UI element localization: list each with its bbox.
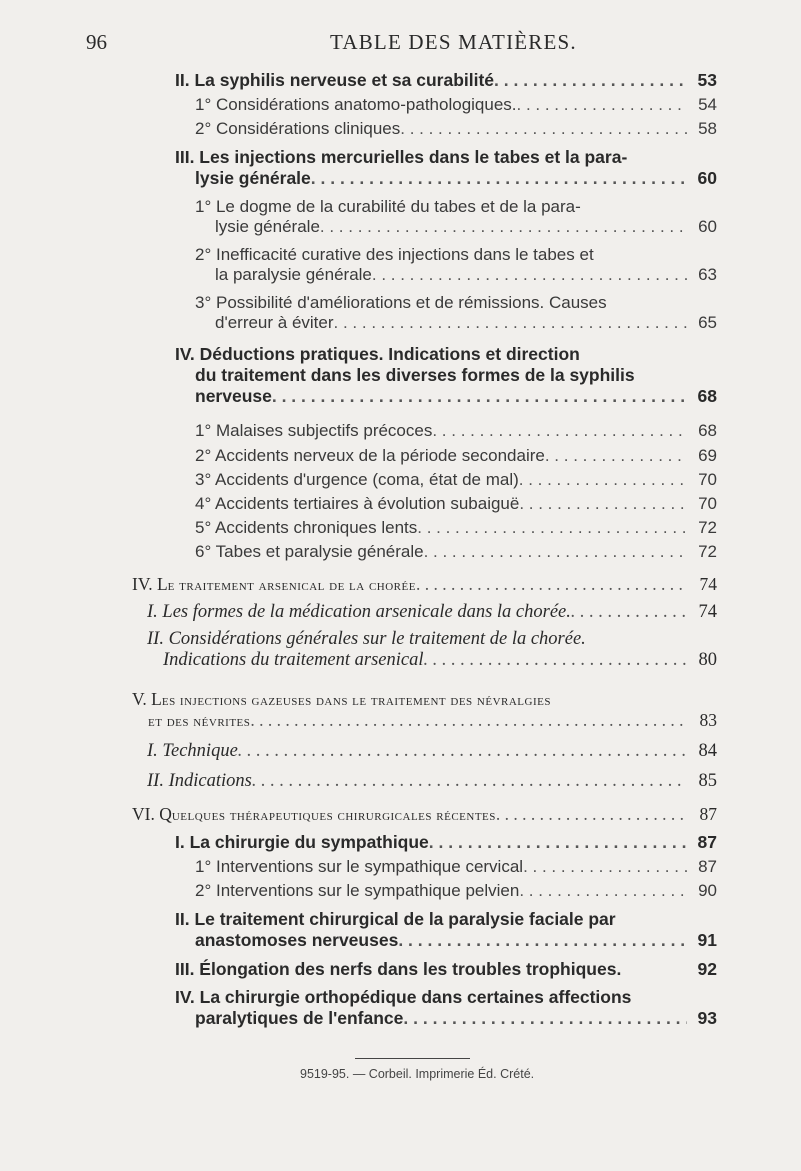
- entry-page: 54: [698, 95, 717, 114]
- toc-entry: [175, 147, 717, 189]
- entry-page: 68: [698, 421, 717, 440]
- toc-entry: [147, 629, 717, 671]
- section-title-cont: et des névrites: [148, 714, 251, 730]
- entry-page: 84: [698, 741, 717, 761]
- toc-entry: [195, 197, 717, 237]
- toc-entry: [147, 602, 717, 623]
- section-title: e traitement arsenical de la chorée: [167, 578, 416, 594]
- entry-label-cont: lysie générale: [195, 168, 311, 188]
- entry-label: II. Le traitement chirurgical de la paralysie faciale par: [175, 909, 616, 929]
- entry-label: I. Les formes de la médication arsenicale dans la chorée.: [147, 602, 571, 622]
- entry-page: 69: [698, 446, 717, 465]
- entry-label: 2° Considérations cliniques: [195, 119, 401, 138]
- entry-label: IV. Déductions pratiques. Indications et direction: [175, 344, 580, 364]
- toc-entry: [195, 421, 717, 441]
- entry-page: 72: [698, 542, 717, 561]
- toc-entry: [195, 881, 717, 901]
- toc-entry: [195, 470, 717, 490]
- entry-page: 70: [698, 494, 717, 513]
- toc-section: [132, 689, 717, 731]
- entry-label: II. La syphilis nerveuse et sa curabilité: [175, 70, 495, 90]
- entry-label-cont: nerveuse: [195, 386, 272, 406]
- toc-entry: [195, 857, 717, 877]
- entry-label: 1° Malaises subjectifs précoces: [195, 421, 433, 440]
- toc-entry: [195, 293, 717, 333]
- entry-page: 70: [698, 470, 717, 489]
- entry-page: 80: [698, 650, 717, 670]
- entry-page: 58: [698, 119, 717, 138]
- toc-entry: [147, 771, 717, 792]
- entry-label: II. Considérations générales sur le traitement de la chorée.: [147, 629, 586, 649]
- section-initial: L: [156, 574, 168, 594]
- toc-entry: [195, 494, 717, 514]
- entry-page: 92: [697, 959, 717, 979]
- page-number: 96: [86, 30, 107, 54]
- entry-label: 1° Le dogme de la curabilité du tabes et de la para-: [195, 197, 581, 216]
- entry-page: 91: [697, 930, 717, 950]
- toc-entry: [195, 119, 717, 139]
- toc-entry: [175, 909, 717, 951]
- section-initial: Q: [159, 804, 172, 824]
- section-number: V.: [132, 689, 147, 709]
- toc-section: [132, 574, 717, 595]
- entry-label-cont: la paralysie générale: [215, 265, 372, 284]
- entry-page: 72: [698, 518, 717, 537]
- entry-label: 2° Interventions sur le sympathique pelvien: [195, 881, 520, 900]
- entry-label-cont: d'erreur à éviter: [215, 313, 334, 332]
- section-initial: L: [151, 689, 162, 709]
- entry-label-cont: anastomoses nerveuses: [195, 930, 399, 950]
- entry-label: I. Technique: [147, 741, 238, 761]
- entry-page: 90: [698, 881, 717, 900]
- toc-entry: [175, 987, 717, 1029]
- entry-page: 65: [698, 313, 717, 332]
- section-title: uelques thérapeutiques chirurgicales récentes: [171, 808, 496, 824]
- entry-label: 3° Possibilité d'améliorations et de rémissions. Causes: [195, 293, 607, 312]
- printer-imprint: 9519-95. — Corbeil. Imprimerie Éd. Crété.: [300, 1067, 535, 1081]
- entry-page: 85: [698, 771, 717, 791]
- entry-page: 93: [697, 1008, 717, 1028]
- toc-entry: [147, 741, 717, 762]
- entry-page: 87: [699, 804, 717, 824]
- entry-label: 6° Tabes et paralysie générale: [195, 542, 424, 561]
- entry-label: 2° Inefficacité curative des injections dans le tabes et: [195, 245, 594, 264]
- entry-page: 87: [697, 832, 717, 852]
- toc-entry: [175, 832, 717, 853]
- entry-label: I. La chirurgie du sympathique: [175, 832, 429, 852]
- toc-entry: [195, 245, 717, 285]
- entry-page: 53: [697, 70, 717, 90]
- entry-page: 68: [697, 386, 717, 406]
- entry-page: 83: [699, 710, 717, 730]
- toc-entry: [195, 95, 717, 115]
- section-number: IV.: [132, 574, 153, 594]
- section-title: es injections gazeuses dans le traitement des névralgies: [161, 693, 551, 709]
- entry-page: 60: [698, 217, 717, 236]
- entry-label: 2° Accidents nerveux de la période secondaire: [195, 446, 545, 465]
- entry-label-cont: Indications du traitement arsenical: [163, 650, 424, 670]
- entry-label-line2: du traitement dans les diverses formes de la syphilis: [195, 365, 635, 385]
- entry-label: II. Indications: [147, 771, 252, 791]
- entry-label: 3° Accidents d'urgence (coma, état de mal): [195, 470, 519, 489]
- entry-label: III. Élongation des nerfs dans les troubles trophiques.: [175, 959, 622, 979]
- toc-entry: [195, 542, 717, 562]
- toc-entry: [175, 344, 717, 407]
- toc-entry: [195, 518, 717, 538]
- entry-page: 63: [698, 265, 717, 284]
- entry-label: III. Les injections mercurielles dans le tabes et la para-: [175, 147, 628, 167]
- running-head: TABLE DES MATIÈRES.: [330, 30, 577, 54]
- entry-page: 87: [698, 857, 717, 876]
- entry-page: 60: [697, 168, 717, 188]
- entry-label: 5° Accidents chroniques lents: [195, 518, 418, 537]
- toc-entry: [175, 959, 717, 980]
- entry-page: 74: [698, 602, 717, 622]
- entry-label: 1° Interventions sur le sympathique cervical: [195, 857, 524, 876]
- entry-label-cont: paralytiques de l'enfance: [195, 1008, 404, 1028]
- entry-label: IV. La chirurgie orthopédique dans certaines affections: [175, 987, 632, 1007]
- toc-section: [132, 804, 717, 825]
- toc-entry: [195, 446, 717, 466]
- entry-label-cont: lysie générale: [215, 217, 320, 236]
- entry-label: 4° Accidents tertiaires à évolution subaiguë: [195, 494, 520, 513]
- section-number: VI.: [132, 804, 155, 824]
- footer-rule: [355, 1058, 470, 1059]
- toc-entry: [175, 70, 717, 91]
- entry-page: 74: [699, 574, 717, 594]
- entry-label: 1° Considérations anatomo-pathologiques.: [195, 95, 517, 114]
